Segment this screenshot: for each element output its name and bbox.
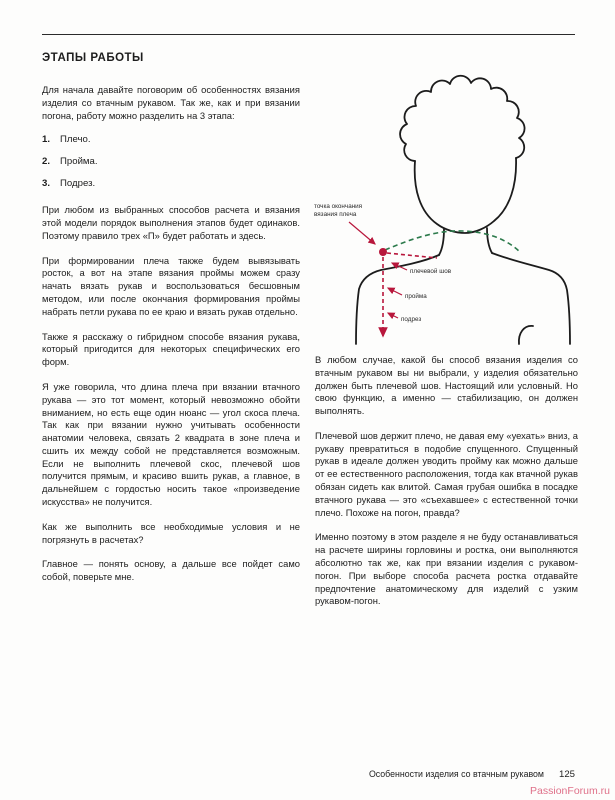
shoulder-right-outline (492, 253, 570, 344)
list-text: Подрез. (60, 178, 96, 190)
point-label-line1: точка окончания (314, 203, 363, 210)
page-footer (369, 769, 575, 780)
list-item (42, 178, 300, 189)
top-rule (42, 34, 575, 35)
point-label-line2: вязания плеча (314, 211, 357, 218)
paragraph: Плечевой шов держит плечо, не давая ему «уехать» вниз, а рукаву превратиться в подобие спущенного. Спущенный рукав в идеале должен уводить пройму как можно дальше от ее естественного расположения, тогда как втачной рукав обязан сидеть как влитой. Самая грубая ошибка в посадке втачного рукава — это «съехавшее» с естественной точки плечо. Похоже на погон, правда? (315, 429, 578, 518)
armhole-label-arrow (388, 288, 402, 295)
paragraph: При формировании плеча также будем вывязывать росток, а вот на этапе вязания проймы можем сразу начать вязать рукав и воспользоваться бесшовным методом, или после окончания формирования проймы набрать петли рукава по ее краю и вязать рукав отдельно. (42, 254, 300, 317)
undercut-label: подрез (401, 316, 422, 323)
list-text: Плечо. (60, 134, 91, 146)
shoulder-point-dot (379, 248, 387, 256)
armhole-label: пройма (405, 293, 427, 300)
paragraph: Для начала давайте поговорим об особенностях вязания изделия со втачным рукавом. Так же, как и при вязании погона, работу можно разделить на 3 этапа: (42, 84, 300, 121)
paragraph: В любом случае, какой бы способ вязания изделия со втачным рукавом вы ни выбрали, у изделия обязательно должен быть плечевой шов. Настоящий или условный. Но свою функцию, а именно — стабилизацию, он должен выполнять. (315, 354, 578, 417)
figure-diagram (313, 56, 578, 348)
list-item (42, 156, 300, 167)
point-label-arrow (349, 222, 375, 244)
left-column (42, 84, 300, 596)
paragraph: При любом из выбранных способов расчета и вязания этой модели порядок выполнения этапов будет одинаков. Поэтому правило трех «П» будет работать и здесь. (42, 204, 300, 241)
right-column (315, 56, 578, 620)
watermark: PassionForum.ru (530, 785, 610, 797)
stage-list (42, 134, 300, 189)
neck-left-line (439, 229, 444, 255)
paragraph: Как же выполнить все необходимые условия и не погрязнуть в расчетах? (42, 520, 300, 545)
list-text: Пройма. (60, 156, 98, 168)
list-item (42, 134, 300, 145)
neckline-dashed-curve (385, 231, 521, 253)
page-number: 125 (558, 769, 575, 780)
shoulder-seam-dashed-line (387, 253, 437, 258)
list-number: 2. (42, 156, 51, 168)
page-title: ЭТАПЫ РАБОТЫ (42, 51, 144, 64)
shoulder-seam-label: плечевой шов (410, 268, 452, 275)
face-outline (415, 158, 516, 233)
paragraph: Именно поэтому в этом разделе я не буду останавливаться на расчете ширины горловины и ростка, они выполняются абсолютно так же, как при вязании изделия с рукавом-погон. При выборе способа расчета ростка отдавайте предпочтение анатомическому для изделий с узким рукавом-погон. (315, 531, 578, 607)
hair-outline (400, 76, 525, 161)
list-number: 3. (42, 178, 51, 190)
paragraph: Я уже говорила, что длина плеча при вязании втачного рукава — это тот момент, который невозможно обойти вниманием, но есть еще один нюанс — угол скоса плеча. Так как при вязании нужно учитывать особенности анатомии человека, связать 2 квадрата в зоне плеча и сшить их между собой не представляется возможным. Если не выполнить плечевой скос, плечевой шов получится прямым, и красиво вшить рукав, а главное, в дальнейшем с гордостью носить такое «произведение искусства» не получится. (42, 380, 300, 507)
list-number: 1. (42, 134, 51, 146)
paragraph: Также я расскажу о гибридном способе вязания рукава, который пригодится для некоторых специфических его форм. (42, 330, 300, 368)
neck-right-line (487, 228, 492, 253)
hand-sketch (519, 326, 533, 344)
running-title: Особенности изделия со втачным рукавом (368, 769, 544, 779)
paragraph: Главное — понять основу, а дальше все пойдет само собой, поверьте мне. (42, 558, 300, 583)
undercut-label-arrow (388, 313, 398, 318)
